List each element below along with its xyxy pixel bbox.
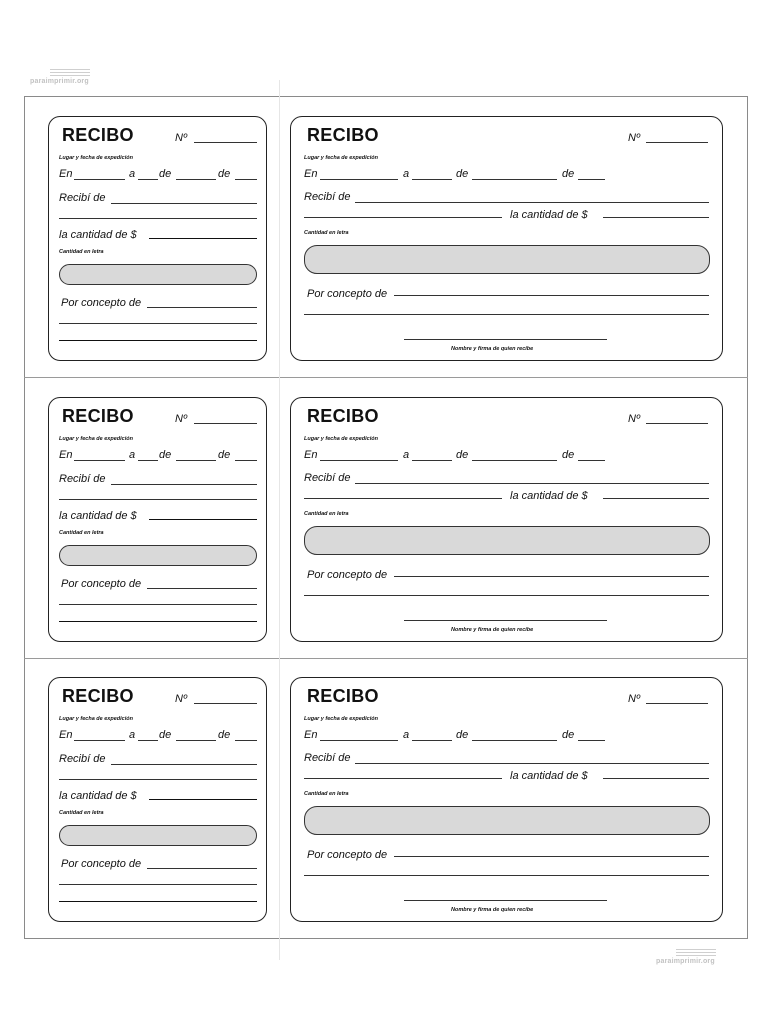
recibi-label: Recibí de — [59, 753, 106, 765]
de-label-year: de — [218, 168, 231, 180]
received-from-field-2[interactable] — [59, 779, 257, 780]
year-field[interactable] — [578, 740, 605, 741]
number-field[interactable] — [646, 423, 708, 424]
place-date-caption: Lugar y fecha de expedición — [59, 155, 133, 161]
de-label: de — [159, 729, 172, 741]
a-label: a — [403, 449, 410, 461]
place-date-caption: Lugar y fecha de expedición — [59, 716, 133, 722]
number-label: Nº — [628, 413, 640, 425]
en-label: En — [304, 449, 318, 461]
day-field[interactable] — [138, 740, 158, 741]
month-field[interactable] — [176, 460, 216, 461]
concept-field-3[interactable] — [59, 621, 257, 622]
year-field[interactable] — [235, 460, 257, 461]
amount-label: la cantidad de $ — [59, 790, 137, 802]
received-from-field[interactable] — [355, 202, 709, 203]
amount-letters-caption: Cantidad en letra — [304, 791, 349, 797]
day-field[interactable] — [138, 460, 158, 461]
number-field[interactable] — [646, 703, 708, 704]
place-date-caption: Lugar y fecha de expedición — [59, 436, 133, 442]
day-field[interactable] — [412, 460, 452, 461]
a-label: a — [403, 168, 410, 180]
watermark-logo-bottom — [656, 958, 715, 965]
logo-stripes-icon — [676, 949, 716, 958]
place-field[interactable] — [74, 460, 125, 461]
concept-field[interactable] — [147, 868, 257, 869]
number-label: Nº — [628, 693, 640, 705]
receipt-title: RECIBO — [307, 125, 379, 145]
signature-caption: Nombre y firma de quien recibe — [451, 907, 534, 913]
de-label-year: de — [218, 449, 231, 461]
receipt-stub — [48, 397, 267, 642]
en-label: En — [59, 168, 73, 180]
watermark-text: paraimprimir.org — [30, 78, 89, 85]
receipt-title: RECIBO — [62, 125, 134, 145]
day-field[interactable] — [412, 179, 452, 180]
amount-letters-box[interactable] — [59, 825, 257, 846]
receipt-stub — [48, 677, 267, 922]
concept-field-2[interactable] — [59, 323, 257, 324]
a-label: a — [129, 729, 136, 741]
receipt-title: RECIBO — [62, 686, 134, 706]
amount-letters-caption: Cantidad en letra — [59, 530, 104, 536]
signature-line[interactable] — [404, 620, 607, 621]
amount-field[interactable] — [149, 519, 257, 520]
amount-letters-caption: Cantidad en letra — [59, 249, 104, 255]
de-label: de — [456, 729, 469, 741]
recibi-label: Recibí de — [304, 752, 351, 764]
month-field[interactable] — [176, 740, 216, 741]
a-label: a — [129, 449, 136, 461]
a-label: a — [403, 729, 410, 741]
number-field[interactable] — [194, 423, 257, 424]
receipt-title: RECIBO — [307, 686, 379, 706]
number-field[interactable] — [194, 703, 257, 704]
concept-label: Por concepto de — [307, 849, 388, 861]
receipt-stub — [48, 116, 267, 361]
concept-label: Por concepto de — [61, 578, 142, 590]
cut-line-1 — [24, 377, 748, 378]
recibi-label: Recibí de — [59, 192, 106, 204]
number-label: Nº — [628, 132, 640, 144]
place-field[interactable] — [74, 740, 125, 741]
received-from-field-2[interactable] — [304, 778, 502, 779]
en-label: En — [59, 729, 73, 741]
de-label: de — [456, 168, 469, 180]
amount-letters-box[interactable] — [304, 526, 710, 555]
a-label: a — [129, 168, 136, 180]
amount-letters-box[interactable] — [304, 806, 710, 835]
amount-letters-box[interactable] — [304, 245, 710, 274]
amount-field[interactable] — [603, 778, 709, 779]
amount-letters-box[interactable] — [59, 264, 257, 285]
month-field[interactable] — [472, 179, 557, 180]
concept-label: Por concepto de — [61, 858, 142, 870]
number-field[interactable] — [194, 142, 257, 143]
en-label: En — [304, 168, 318, 180]
en-label: En — [59, 449, 73, 461]
watermark-text: paraimprimir.org — [656, 958, 715, 965]
de-label: de — [159, 449, 172, 461]
amount-label: la cantidad de $ — [59, 229, 137, 241]
month-field[interactable] — [472, 460, 557, 461]
watermark-logo-top — [30, 78, 89, 85]
amount-letters-box[interactable] — [59, 545, 257, 566]
year-field[interactable] — [578, 460, 605, 461]
year-field[interactable] — [235, 179, 257, 180]
place-field[interactable] — [74, 179, 125, 180]
concept-field-3[interactable] — [59, 901, 257, 902]
amount-field[interactable] — [149, 799, 257, 800]
number-field[interactable] — [646, 142, 708, 143]
place-field[interactable] — [320, 740, 398, 741]
de-label-year: de — [562, 729, 575, 741]
de-label: de — [159, 168, 172, 180]
concept-field-2[interactable] — [304, 875, 709, 876]
place-date-caption: Lugar y fecha de expedición — [304, 716, 378, 722]
amount-label: la cantidad de $ — [59, 510, 137, 522]
concept-field[interactable] — [147, 307, 257, 308]
amount-field[interactable] — [603, 217, 709, 218]
logo-stripes-icon — [50, 69, 90, 78]
concept-field[interactable] — [394, 295, 709, 296]
amount-field[interactable] — [603, 498, 709, 499]
day-field[interactable] — [412, 740, 452, 741]
amount-label: la cantidad de $ — [510, 490, 588, 502]
received-from-field[interactable] — [111, 484, 257, 485]
place-date-caption: Lugar y fecha de expedición — [304, 436, 378, 442]
received-from-field[interactable] — [111, 203, 257, 204]
en-label: En — [304, 729, 318, 741]
de-label: de — [456, 449, 469, 461]
recibi-label: Recibí de — [59, 473, 106, 485]
amount-letters-caption: Cantidad en letra — [304, 230, 349, 236]
signature-line[interactable] — [404, 900, 607, 901]
year-field[interactable] — [578, 179, 605, 180]
received-from-field-2[interactable] — [304, 217, 502, 218]
concept-label: Por concepto de — [307, 288, 388, 300]
concept-field-2[interactable] — [304, 314, 709, 315]
recibi-label: Recibí de — [304, 472, 351, 484]
concept-field-2[interactable] — [59, 884, 257, 885]
amount-letters-caption: Cantidad en letra — [59, 810, 104, 816]
received-from-field-2[interactable] — [304, 498, 502, 499]
concept-label: Por concepto de — [61, 297, 142, 309]
signature-caption: Nombre y firma de quien recibe — [451, 627, 534, 633]
concept-label: Por concepto de — [307, 569, 388, 581]
number-label: Nº — [175, 132, 187, 144]
receipt-main — [290, 677, 723, 922]
amount-label: la cantidad de $ — [510, 770, 588, 782]
number-label: Nº — [175, 693, 187, 705]
concept-field[interactable] — [394, 576, 709, 577]
concept-field[interactable] — [147, 588, 257, 589]
place-field[interactable] — [320, 460, 398, 461]
de-label-year: de — [562, 449, 575, 461]
received-from-field-2[interactable] — [59, 218, 257, 219]
de-label-year: de — [562, 168, 575, 180]
received-from-field[interactable] — [355, 483, 709, 484]
concept-field-3[interactable] — [59, 340, 257, 341]
de-label-year: de — [218, 729, 231, 741]
receipt-main — [290, 397, 723, 642]
received-from-field[interactable] — [111, 764, 257, 765]
cut-line-vertical — [279, 80, 280, 960]
received-from-field[interactable] — [355, 763, 709, 764]
concept-field-2[interactable] — [59, 604, 257, 605]
receipt-title: RECIBO — [307, 406, 379, 426]
amount-field[interactable] — [149, 238, 257, 239]
received-from-field-2[interactable] — [59, 499, 257, 500]
cut-line-2 — [24, 658, 748, 659]
day-field[interactable] — [138, 179, 158, 180]
concept-field[interactable] — [394, 856, 709, 857]
concept-field-2[interactable] — [304, 595, 709, 596]
place-date-caption: Lugar y fecha de expedición — [304, 155, 378, 161]
receipt-main — [290, 116, 723, 361]
signature-line[interactable] — [404, 339, 607, 340]
number-label: Nº — [175, 413, 187, 425]
receipt-title: RECIBO — [62, 406, 134, 426]
signature-caption: Nombre y firma de quien recibe — [451, 346, 534, 352]
place-field[interactable] — [320, 179, 398, 180]
recibi-label: Recibí de — [304, 191, 351, 203]
month-field[interactable] — [176, 179, 216, 180]
amount-label: la cantidad de $ — [510, 209, 588, 221]
month-field[interactable] — [472, 740, 557, 741]
amount-letters-caption: Cantidad en letra — [304, 511, 349, 517]
year-field[interactable] — [235, 740, 257, 741]
